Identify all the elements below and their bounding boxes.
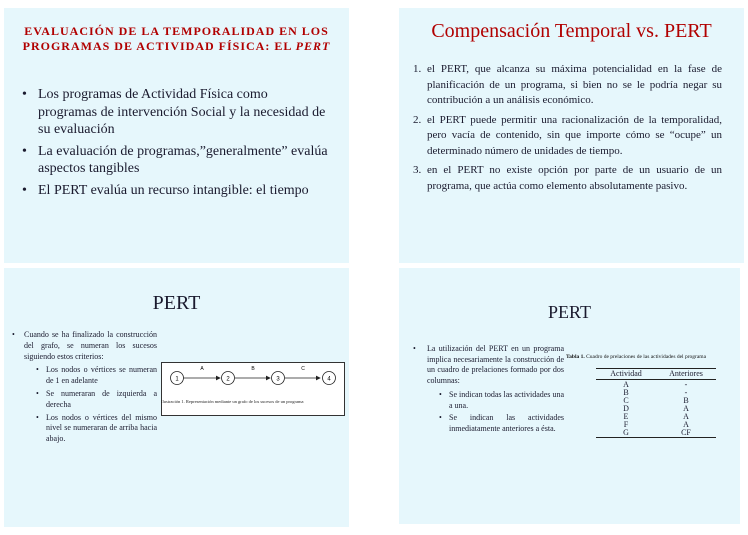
table-cell: F xyxy=(623,420,629,429)
graph-node-label: 1 xyxy=(175,376,179,383)
bullet-item: • El PERT evalúa un recurso intangible: el tiempo xyxy=(20,182,329,200)
slide-1-bullets xyxy=(20,86,329,203)
table-cell: D xyxy=(623,404,629,413)
list-item xyxy=(413,113,722,160)
table-cell: A xyxy=(683,404,689,413)
table-caption: Tabla 1. Cuadro de prelaciones de las actividades del programa xyxy=(566,354,707,360)
sub-bullet-item: • Los nodos o vértices del mismo nivel se numeraran de arriba hacia abajo. xyxy=(36,413,157,445)
bullet-intro: Cuando se ha finalizado la construcción del grafo, se numeran los sucesos siguiendo estos criterios: xyxy=(24,330,157,361)
slide-2-title: Compensación Temporal vs. PERT xyxy=(431,20,712,42)
graph-node-label: 3 xyxy=(276,376,280,383)
slide-2-list xyxy=(413,62,722,198)
graph-node-label: 4 xyxy=(327,376,331,383)
slide-1 xyxy=(4,8,349,263)
table-header-cell: Actividad xyxy=(610,369,642,378)
table-cell: E xyxy=(623,412,629,421)
slide-4-bullets xyxy=(407,344,564,437)
sub-bullet-item: • Se indican las actividades inmediatamente anteriores a ésta. xyxy=(439,413,564,434)
table-cell: A xyxy=(623,380,629,389)
pert-graph xyxy=(161,362,345,416)
list-number: 3. xyxy=(413,164,422,176)
sub-bullet-item: • Se numeraran de izquierda a derecha xyxy=(36,389,157,411)
table-cell: - xyxy=(684,388,688,397)
slide-1-title: EVALUACIÓN DE LA TEMPORALIDAD EN LOS PROGRAMAS DE ACTIVIDAD FÍSICA: EL PERT xyxy=(22,24,331,53)
slide-2 xyxy=(399,8,744,263)
list-text: el PERT puede permitir una racionalización de la temporalidad, pero vacía de contenido, sin que importe cómo se “ocupe” un determinado número de unidades de tiempo. xyxy=(427,113,722,157)
table-cell: B xyxy=(683,396,689,405)
graph-edge-label: B xyxy=(251,366,255,372)
list-item xyxy=(413,62,722,109)
table-cell: B xyxy=(623,388,629,397)
sub-bullet-item: • Los nodos o vértices se numeran de 1 en adelante xyxy=(36,365,157,387)
slide-3-title: PERT xyxy=(152,292,201,314)
list-number: 1. xyxy=(413,63,422,75)
prelation-table xyxy=(596,368,716,438)
list-item xyxy=(413,163,722,194)
bullet-item xyxy=(10,330,157,445)
table-cell: G xyxy=(623,428,629,437)
list-text: en el PERT no existe opción por parte de un usuario de un programa, que actúa como elemento absolutamente pasivo. xyxy=(427,164,722,192)
table-cell: - xyxy=(684,380,688,389)
table-cell: C xyxy=(623,396,629,405)
bullet-item xyxy=(407,344,564,435)
table-cell: CF xyxy=(681,428,691,437)
table-header-cell: Anteriores xyxy=(669,369,703,378)
table-cell: A xyxy=(683,420,689,429)
slide-4 xyxy=(399,268,740,524)
slide-3 xyxy=(4,268,349,527)
sub-bullet-item: • Se indican todas las actividades una a una. xyxy=(439,390,564,411)
list-number: 2. xyxy=(413,113,422,126)
slide-4-title: PERT xyxy=(548,302,591,322)
graph-caption: Ilustración 1. Representación mediante un grafo de los sucesos de un programa xyxy=(161,399,304,404)
list-text: el PERT, que alcanza su máxima potencialidad en la fase de planificación de un programa, si bien no se le podría negar su contribución a un análisis económico. xyxy=(427,63,722,106)
graph-node-label: 2 xyxy=(226,376,230,383)
sub-bullets xyxy=(24,365,157,445)
bullet-intro: La utilización del PERT en un programa implica necesariamente la construcción de un cuadro de prelaciones formado por dos columnas: xyxy=(427,344,564,386)
pert-graph-svg xyxy=(162,363,344,415)
graph-edge-label: C xyxy=(301,366,305,372)
table-column-activity xyxy=(596,381,656,437)
table-header xyxy=(596,368,716,380)
slide-3-bullets xyxy=(10,330,157,447)
sub-bullets xyxy=(427,390,564,435)
bullet-item: • Los programas de Actividad Física como programas de intervención Social y la necesidad de su evaluación xyxy=(20,86,329,139)
table-body xyxy=(596,380,716,438)
bullet-item: • La evaluación de programas,”generalmente” evalúa aspectos tangibles xyxy=(20,143,329,178)
table-cell: A xyxy=(683,412,689,421)
graph-edge-label: A xyxy=(200,366,204,372)
table-column-previous xyxy=(656,381,716,437)
